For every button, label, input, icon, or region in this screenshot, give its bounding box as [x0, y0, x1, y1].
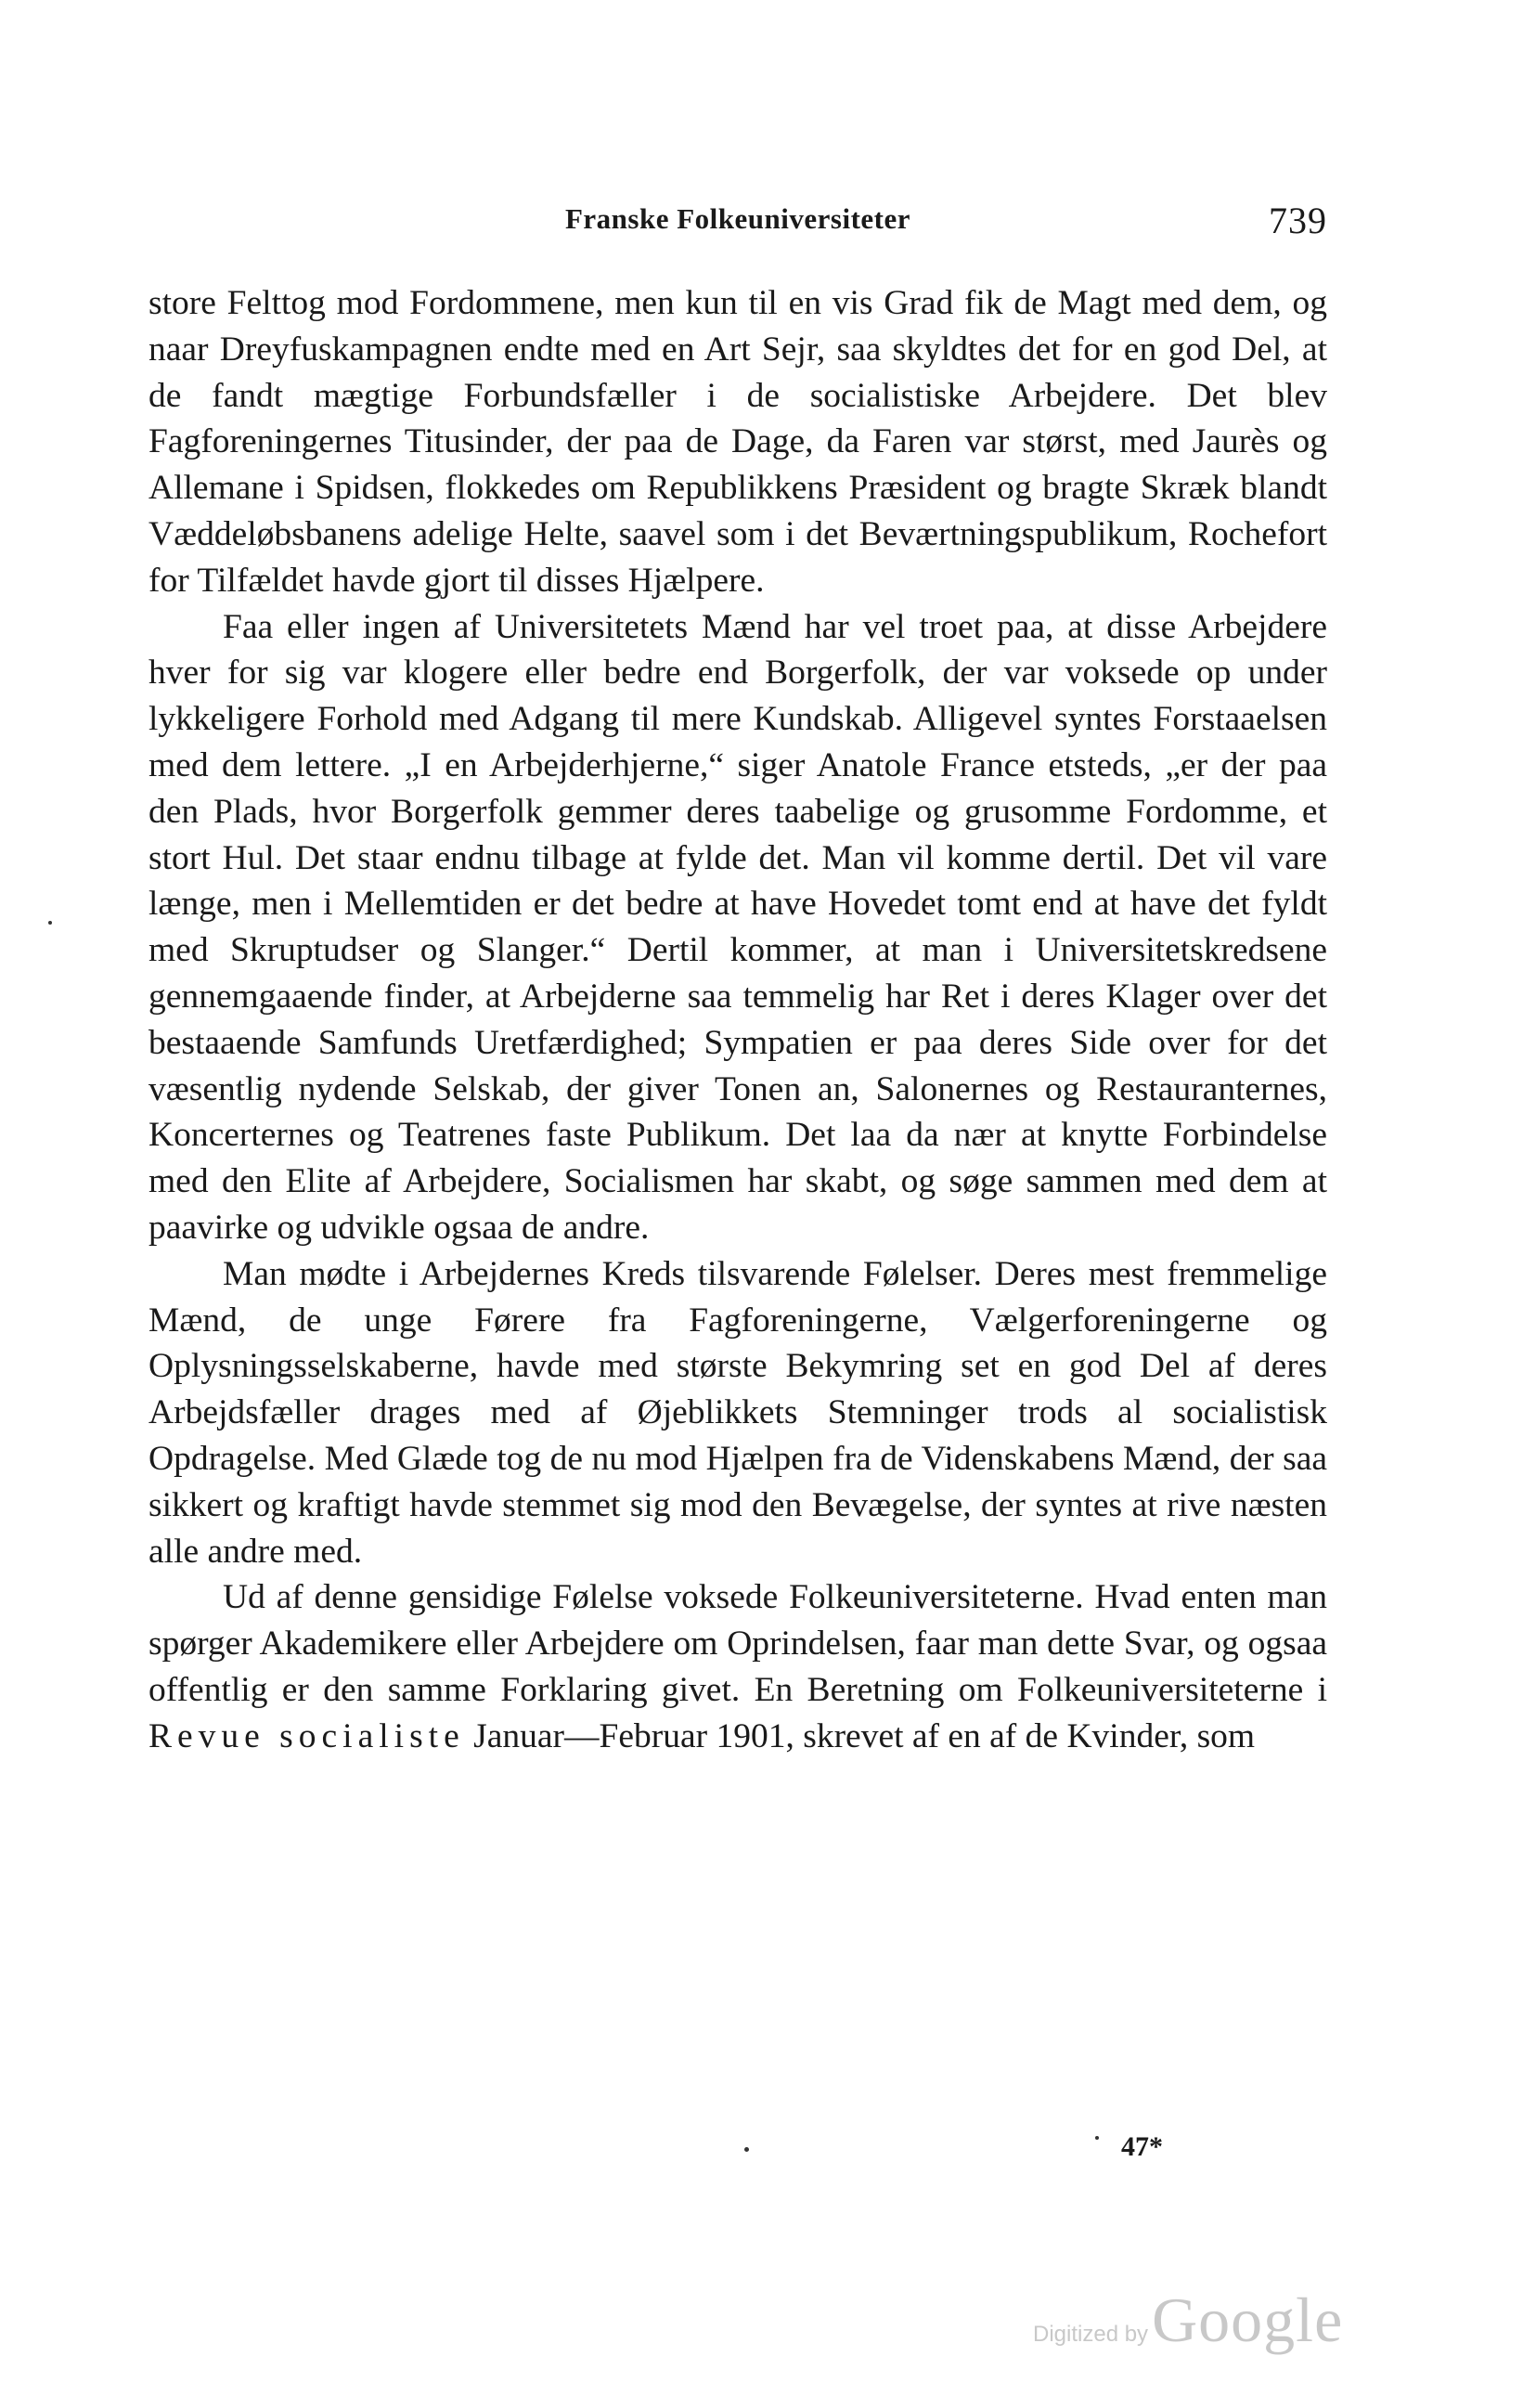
body-text [148, 280, 1327, 1760]
paragraph-4-text-before: Ud af denne gensidige Følelse voksede Folkeuniversiteterne. Hvad enten man spørger Akademikere eller Arbejdere om Oprindelsen, faar man dette Svar, og ogsaa offentlig er den samme Forklaring givet. En Beretning om Folkeuniversiteterne i [148, 1578, 1327, 1709]
watermark-prefix: Digitized by [1033, 2322, 1149, 2347]
page-header [148, 199, 1327, 254]
print-speck [744, 2147, 749, 2152]
page-number: 739 [1269, 200, 1327, 241]
paragraph-3: Man mødte i Arbejdernes Kreds tilsvarende Følelser. Deres mest fremmelige Mænd, de unge Førere fra Fagforeningerne, Vælgerforeningerne og Oplysningsselskaberne, havde med største Bekymring set en god Del af deres Arbejdsfæller drages med af Øjeblikkets Stemninger trods al socialistisk Opdragelse. Med Glæde tog de nu mod Hjælpen fra de Videnskabens Mænd, der saa sikkert og kraftigt havde stemmet sig mod den Bevægelse, der syntes at rive næsten alle andre med. [148, 1254, 1327, 1571]
print-speck [48, 921, 52, 925]
paragraph-1: store Felttog mod Fordommene, men kun til en vis Grad fik de Magt med dem, og naar Dreyfuskampagnen endte med en Art Sejr, saa skyldtes det for en god Del, at de fandt mægtige Forbundsfæller i de socialistiske Arbejdere. Det blev Fagforeningernes Titusinder, der paa de Dage, da Faren var størst, med Jaurès og Allemane i Spidsen, flokkedes om Republikkens Præsident og bragte Skræk blandt Væddeløbsbanens adelige Helte, saavel som i det Beværtningspublikum, Rochefort for Tilfældet havde gjort til disses Hjælpere. [148, 284, 1327, 600]
paragraph-2: Faa eller ingen af Universitetets Mænd har vel troet paa, at disse Arbejdere hver for sig var klogere eller bedre end Borgerfolk, der var voksede op under lykkeligere Forhold med Adgang til mere Kundskab. Alligevel syntes Forstaaelsen med dem lettere. „I en Arbejderhjerne,“ siger Anatole France etsteds, „er der paa den Plads, hvor Borgerfolk gemmer deres taabelige og grusomme Fordomme, et stort Hul. Det staar endnu tilbage at fylde det. Man vil komme dertil. Det vil vare længe, men i Mellemtiden er det bedre at have Hovedet tomt end at have det fyldt med Skruptudser og Slanger.“ Dertil kommer, at man i Universitetskredsene gennemgaaende finder, at Arbejderne saa temmelig har Ret i deres Klager over det bestaaende Samfunds Uretfærdighed; Sympatien er paa deres Side over for det væsentlig nydende Selskab, der giver Tonen an, Salonernes og Restauranternes, Koncerternes og Teatrenes faste Publikum. Det laa da nær at knytte Forbindelse med den Elite af Arbejdere, Socialismen har skabt, og søge sammen med dem at paavirke og udvikle ogsaa de andre. [148, 607, 1327, 1247]
google-logo: Google [1152, 2285, 1344, 2355]
signature-mark: 47* [1121, 2131, 1163, 2162]
digitized-watermark [1033, 2284, 1343, 2357]
paragraph-4-text-after: Januar—Februar 1901, skrevet af en af de Kvinder, som [473, 1716, 1256, 1755]
paragraph-4 [148, 1574, 1327, 1759]
running-title: Franske Folkeuniversiteter [564, 202, 910, 235]
print-speck [1095, 2136, 1099, 2140]
journal-title: Revue socialiste [148, 1716, 465, 1755]
